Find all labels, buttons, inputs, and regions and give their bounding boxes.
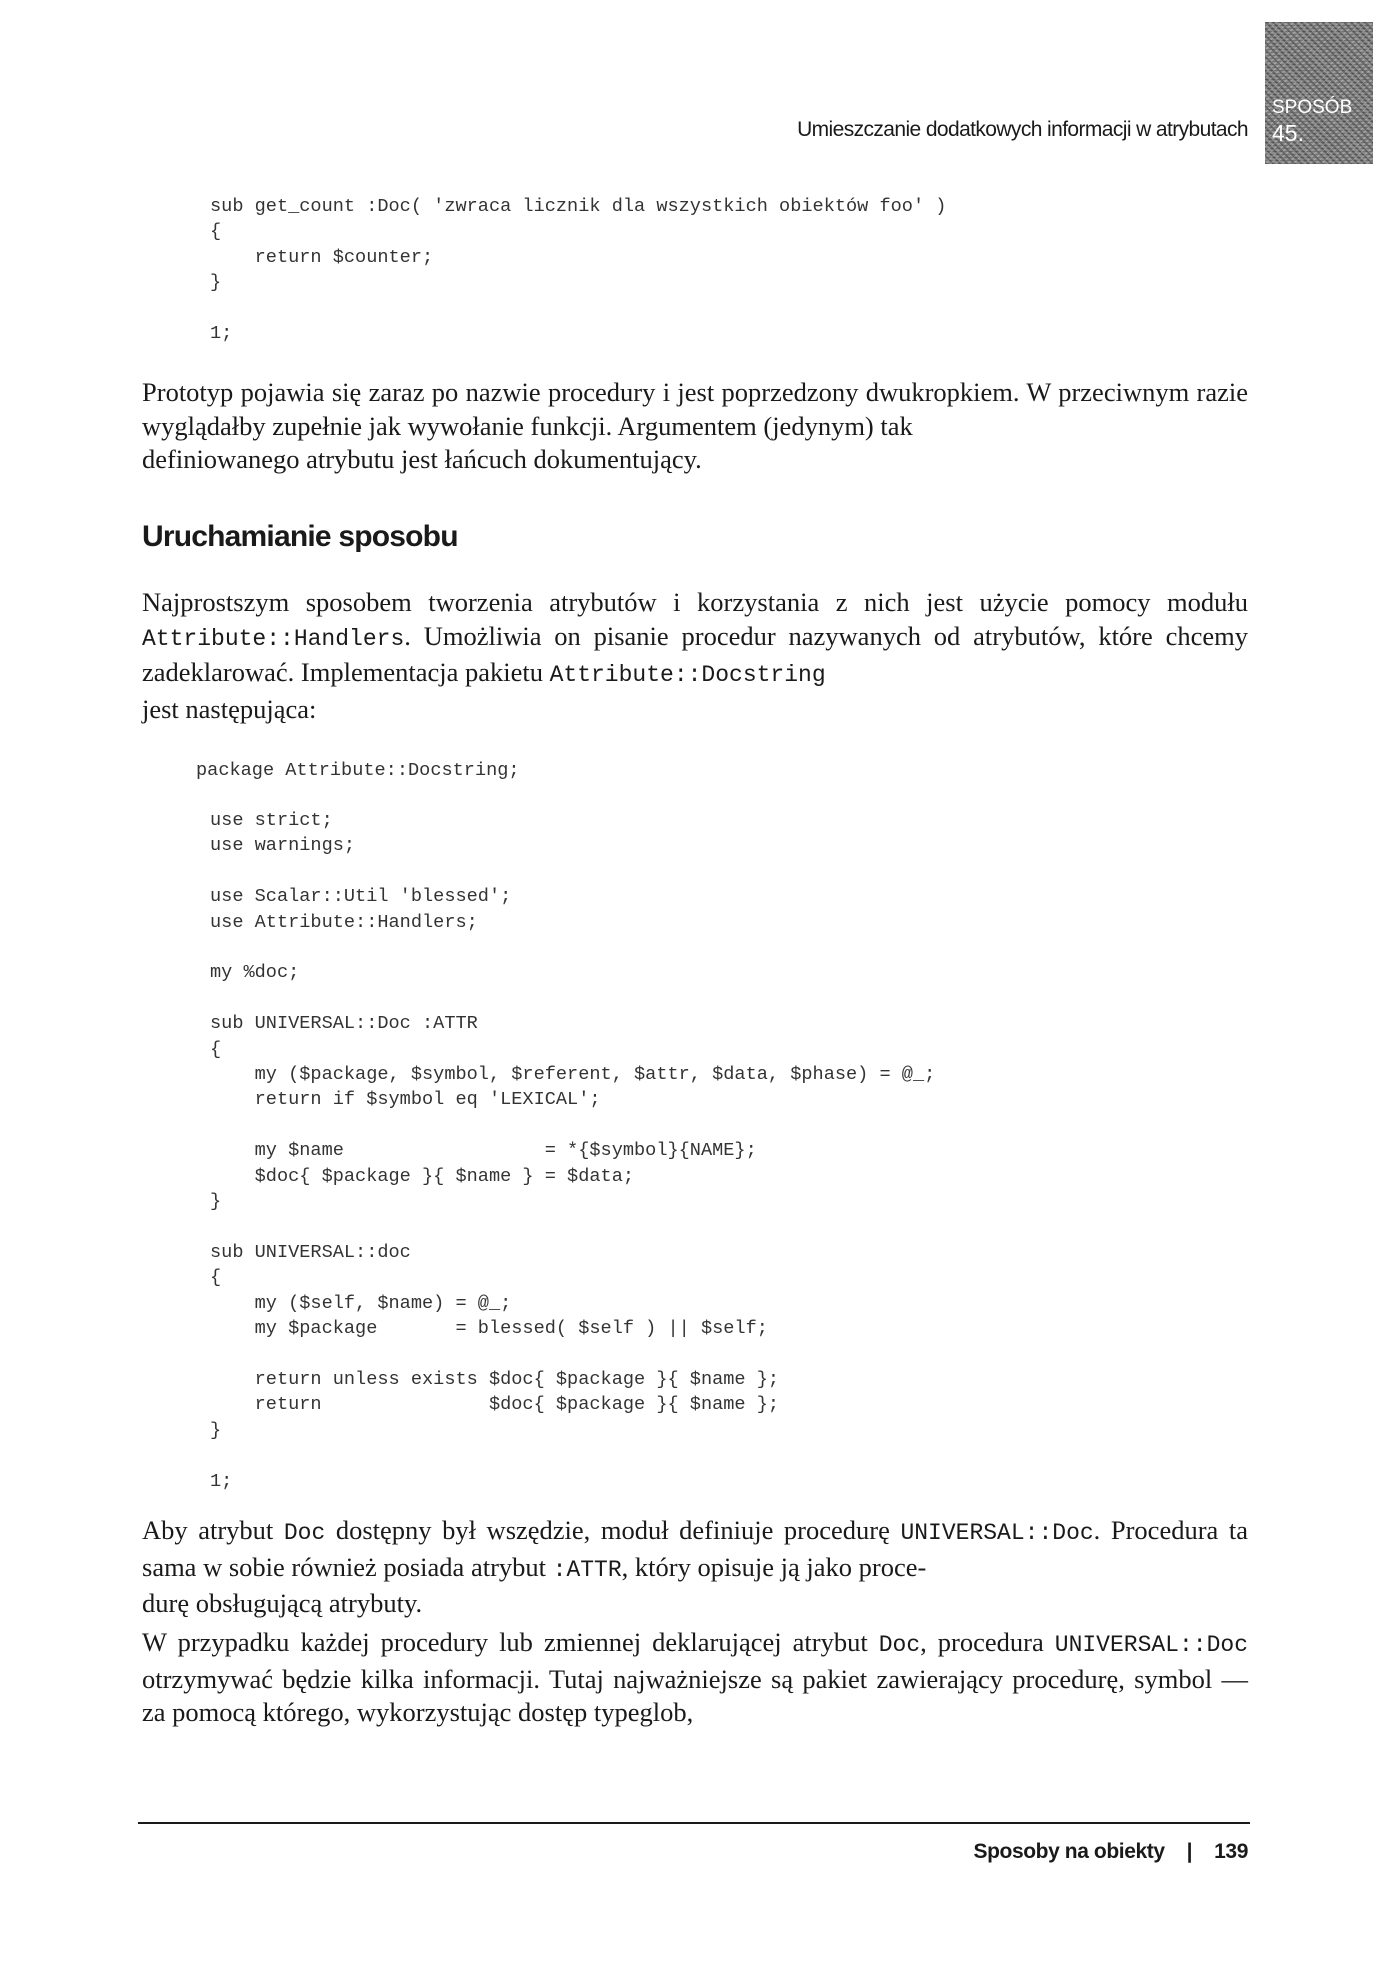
running-head: Umieszczanie dodatkowych informacji w atrybutach (797, 118, 1248, 141)
inline-code-doc: Doc (283, 1520, 326, 1546)
inline-code-doc-2: Doc (878, 1632, 921, 1658)
page-footer (973, 1840, 1248, 1864)
paragraph-prototype-body: Prototyp pojawia się zaraz po nazwie procedury i jest poprzedzony dwukropkiem. W przeciwnym razie wyglądałby zupełnie jak wywołanie funkcji. Argumentem (jedynym) tak (142, 377, 1248, 441)
paragraph-procedure-info-text-1: W przypadku każdej procedury lub zmiennej deklarującej atrybut (142, 1627, 879, 1657)
footer-page-number: 139 (1214, 1840, 1248, 1863)
footer-book-title: Sposoby na obiekty (973, 1840, 1165, 1863)
paragraph-intro-text-2: . Umożliwia on pisanie procedur nazywanych od atrybutów, które chcemy zadeklarować. Implementacja pakietu (142, 620, 1248, 687)
inline-code-universal-doc-2: UNIVERSAL::Doc (1054, 1632, 1248, 1658)
footer-separator: | (1186, 1840, 1193, 1863)
paragraph-universal-doc-text-3: . Procedura ta sama w sobie również posiada atrybut (142, 1515, 1248, 1582)
inline-code-attribute-handlers: Attribute::Handlers (142, 625, 405, 652)
hack-number: 45. (1272, 120, 1304, 146)
paragraph-intro-text-3: jest następująca: (142, 693, 317, 724)
paragraph-intro-text-1: Najprostszym sposobem tworzenia atrybutów i korzystania z nich jest użycie pomocy modułu (142, 587, 1248, 617)
paragraph-universal-doc-text-1: Aby atrybut (142, 1515, 284, 1545)
paragraph-procedure-info (142, 1626, 1248, 1730)
paragraph-universal-doc-text-5: durę obsługującą atrybuty. (142, 1588, 423, 1618)
code-listing-docstring: use strict; use warnings; use Scalar::Util 'blessed'; use Attribute::Handlers; my %doc; sub UNIVERSAL::Doc :ATTR { my ($package, $symbol, $referent, $attr, $data, $phase) = @_; return if $symbol eq 'LEXICAL'; my $name = *{$symbol}{NAME}; $doc{ $package }{ $name } = $data; } sub UNIVERSAL::doc { my ($self, $name) = @_; my $package = blessed( $self ) || $self; return unless exists $doc{ $package }{ $name }; return $doc{ $package }{ $name }; } 1; (210, 810, 936, 1492)
paragraph-procedure-info-text-3: otrzymywać będzie kilka informacji. Tutaj najważniejsze są pakiet zawierający procedurę, symbol — za pomocą którego, wykorzystując dostęp typeglob, (142, 1663, 1248, 1727)
code-listing-get-count: sub get_count :Doc( 'zwraca licznik dla wszystkich obiektów foo' ) { return $counter; } 1; (210, 196, 947, 345)
inline-code-attribute-docstring: Attribute::Docstring (549, 662, 826, 688)
inline-code-attr: :ATTR (552, 1556, 622, 1583)
paragraph-prototype (142, 376, 1248, 477)
paragraph-intro (142, 586, 1248, 726)
hack-label: SPOSÓB (1272, 97, 1353, 118)
paragraph-universal-doc-text-2: dostępny był wszędzie, moduł definiuje procedurę (325, 1515, 901, 1545)
footer-rule (138, 1822, 1250, 1824)
code-listing-package-line: package Attribute::Docstring; (196, 760, 520, 781)
paragraph-procedure-info-text-2: , procedura (920, 1627, 1055, 1657)
inline-code-universal-doc: UNIVERSAL::Doc (900, 1520, 1094, 1546)
paragraph-universal-doc (142, 1514, 1248, 1621)
paragraph-universal-doc-text-4: , który opisuje ją jako proce- (621, 1551, 927, 1582)
section-heading: Uruchamianie sposobu (142, 520, 458, 553)
paragraph-prototype-last-line: definiowanego atrybutu jest łańcuch dokumentujący. (142, 444, 702, 474)
